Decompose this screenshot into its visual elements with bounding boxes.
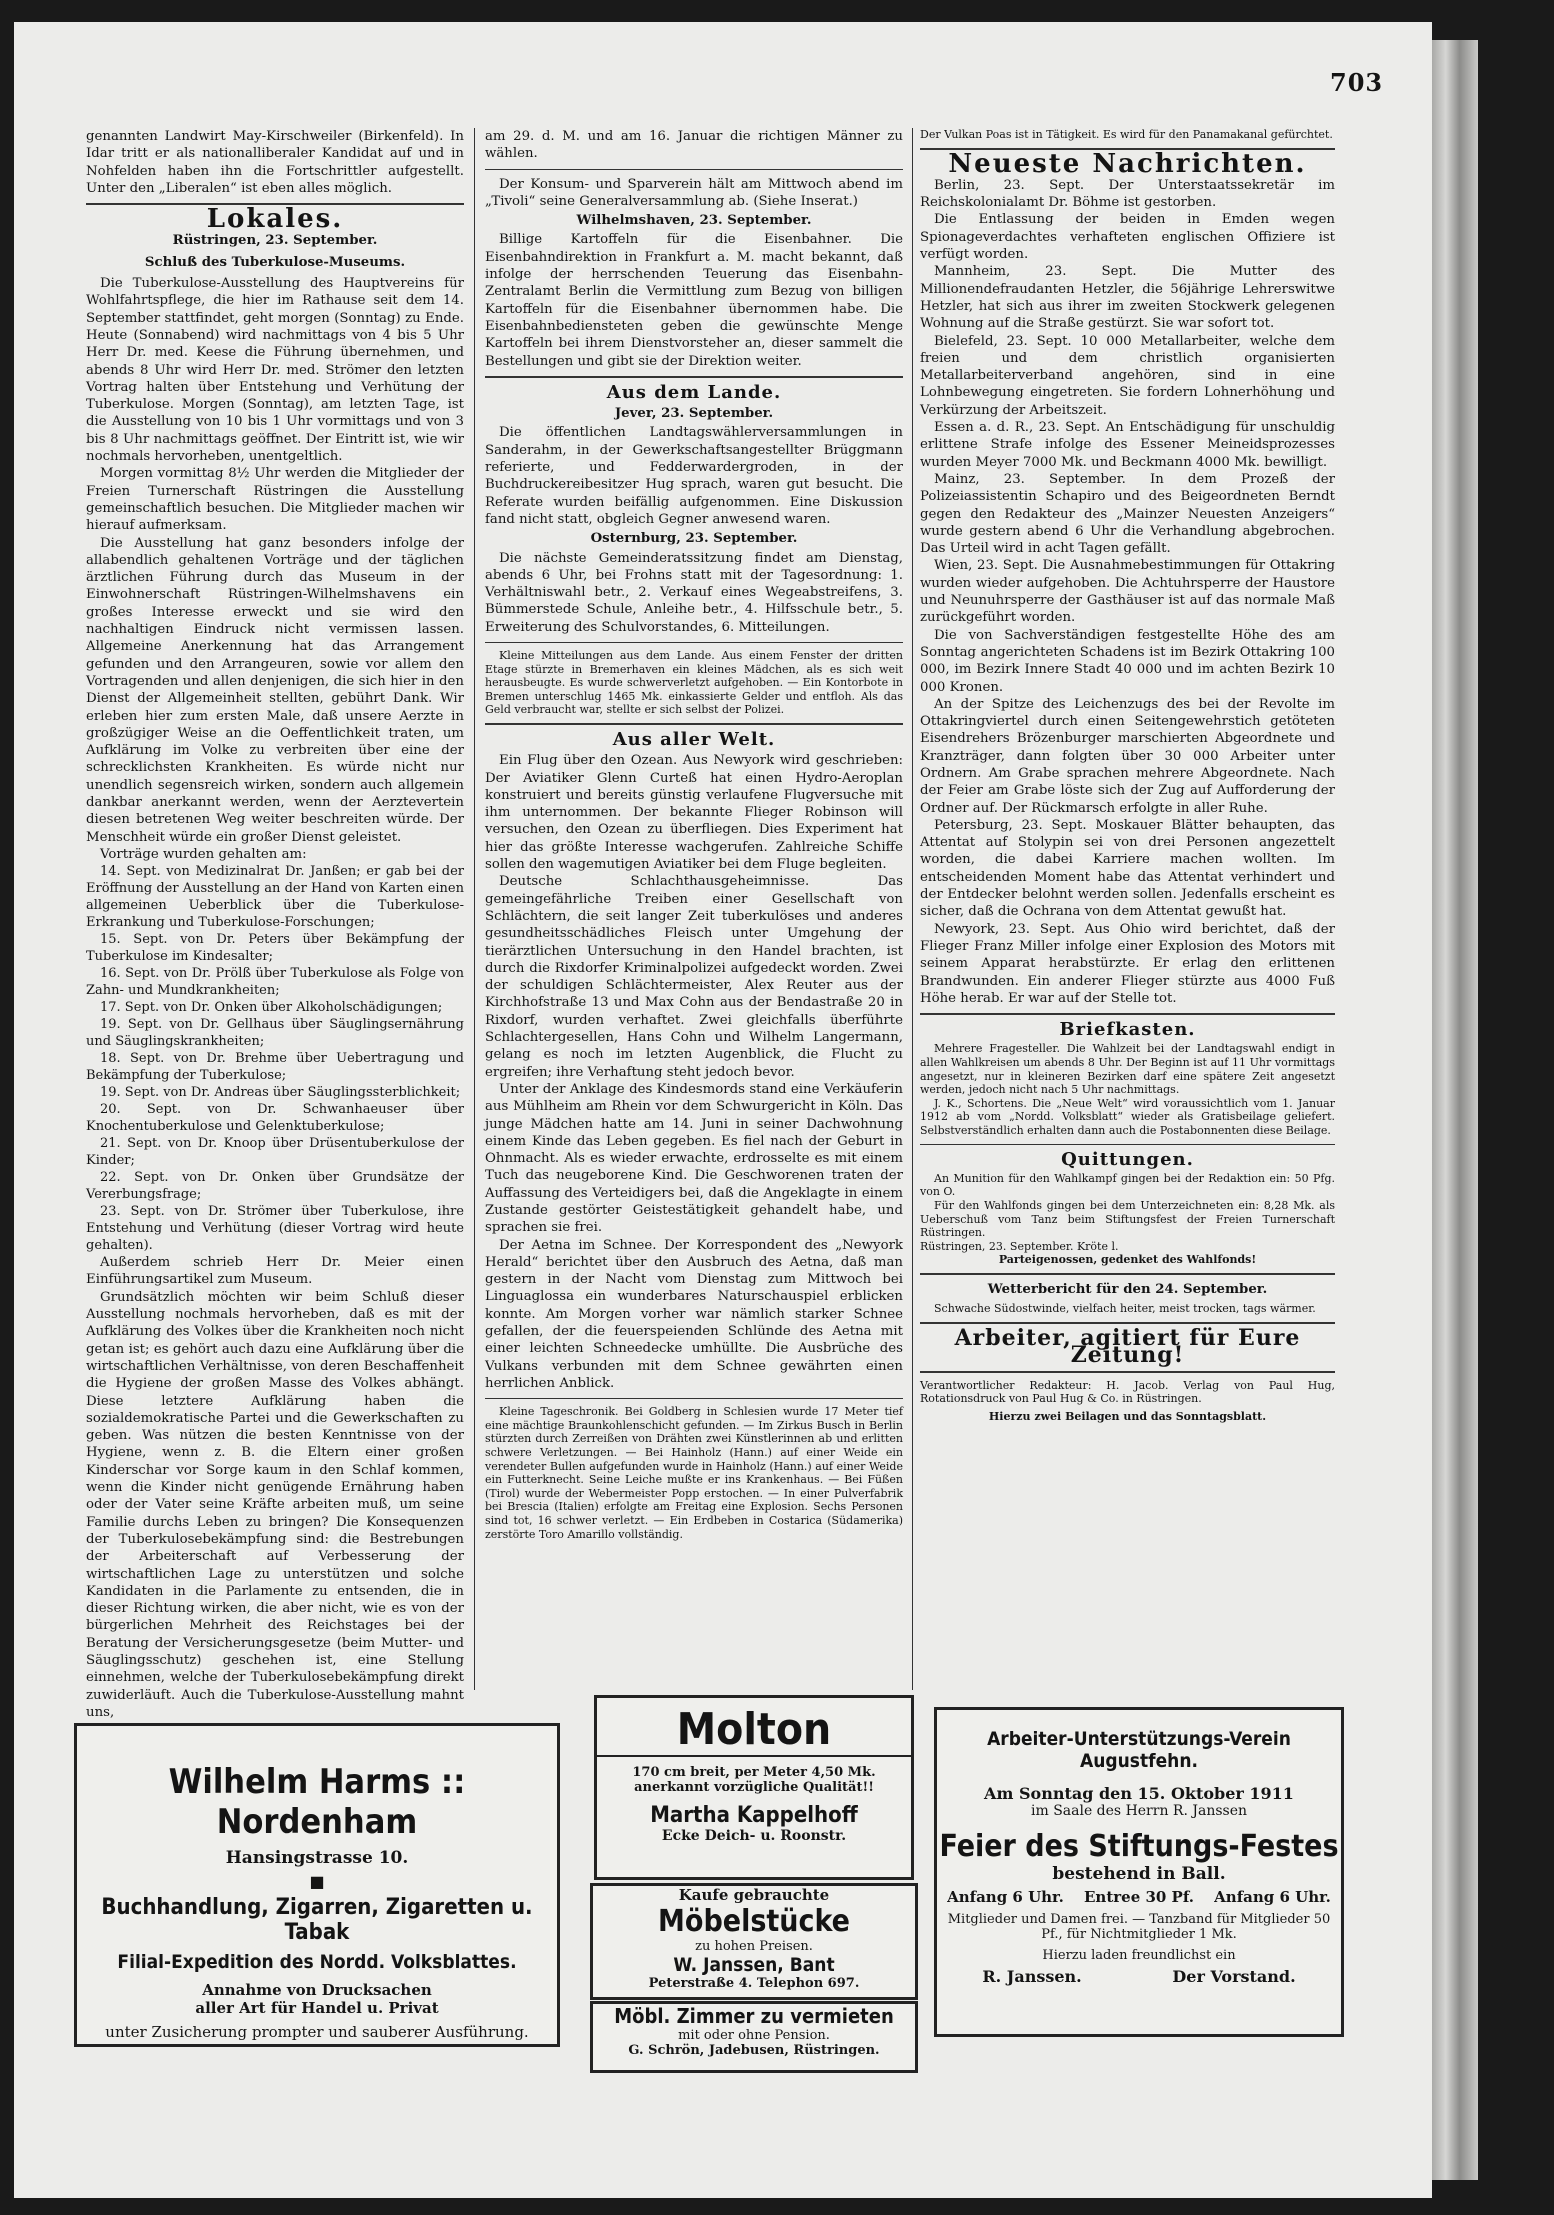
column-2 [485,128,903,1541]
ad-entree: Entree 30 Pf. [1083,1888,1194,1906]
section-heading: Neueste Nachrichten. [948,148,1307,179]
intro-text: genannten Landwirt May-Kirschweiler (Birkenfeld). In Idar tritt er als nationalliberaler Kandidat auf und in Nohfelden haben ihn die Fortschrittler aufgestellt. Unter den „Liberalen“ ist eben alles möglich. [86,129,464,196]
ad-line: Peterstraße 4. Telephon 697. [648,1976,860,1991]
ad-signature: Der Vorstand. [1172,1967,1296,1986]
paragraph: Außerdem schrieb Herr Dr. Meier einen Einführungsartikel zum Museum. [86,1255,464,1288]
news-item: Mannheim, 23. Sept. Die Mutter des Millionendefraudanten Hetzler, die 56jährige Lehrerswitwe Hetzler, hat sich aus ihrer im zweiten Stockwerk gelegenen Wohnung auf die Straße gestürzt. Sie war sofort tot. [920,264,1335,332]
section-heading: Quittungen. [1061,1148,1194,1170]
ad-molton [594,1695,914,1880]
ad-signature: R. Janssen. [982,1967,1082,1986]
agitation-banner: Arbeiter, agitiert für Eure Zeitung! [954,1324,1301,1369]
ad-start: Anfang 6 Uhr. [1214,1888,1331,1906]
ad-title: Arbeiter-Unterstützungs-Verein Augustfehn. [987,1728,1291,1772]
lecture-item: 19. Sept. von Dr. Andreas über Säuglingssterblichkeit; [100,1085,461,1101]
paragraph: Vorträge wurden gehalten am: [100,846,307,862]
ad-line: Mitglieder und Damen frei. — Tanzband für Mitglieder 50 Pf., für Nichtmitglieder 1 Mk. [947,1912,1331,1942]
ad-start: Anfang 6 Uhr. [947,1888,1064,1906]
weather-text: Schwache Südostwinde, vielfach heiter, meist trocken, tags wärmer. [934,1302,1316,1316]
ad-line: Filial-Expedition des Nordd. Volksblattes. [117,1951,517,1973]
ad-ornament: ■ [309,1872,325,1891]
section-heading: Briefkasten. [1059,1019,1196,1041]
divider [485,642,903,643]
paragraph: Die Tuberkulose-Ausstellung des Hauptvereins für Wohlfahrtspflege, die hier im Rathause seit dem 14. September stattfindet, geht morgen (Sonntag) zu Ende. Heute (Sonnabend) wird nachmittags von 4 bis 5 Uhr Herr Dr. med. Keese die Führung übernehmen, und abends 8 Uhr wird Herr Dr. med. Strömer den letzten Vortrag halten über Entstehung und Verhütung der Tuberkulose. Morgen (Sonntag), am letzten Tage, ist die Ausstellung von 10 bis 1 Uhr vormittags und von 3 bis 8 Uhr nachmittags geöffnet. Der Eintritt ist, wie wir nochmals hervorheben, unentgeltlich. [86,276,464,465]
lecture-item: 16. Sept. von Dr. Prölß über Tuberkulose als Folge von Zahn- und Mundkrankheiten; [86,966,464,999]
ad-line: Kaufe gebrauchte [678,1886,830,1904]
article-heading: Schluß des Tuberkulose-Museums. [144,254,406,270]
paragraph: Morgen vormittag 8½ Uhr werden die Mitglieder der Freien Turnerschaft Rüstringen die Ausstellung gemeinschaftlich besuchen. Die Mitglieder machen wir hierauf aufmerksam. [86,466,464,534]
imprint: Verantwortlicher Redakteur: H. Jacob. Verlag von Paul Hug, Rotationsdruck von Paul Hug & Co. in Rüstringen. [920,1378,1335,1406]
paragraph: Kleine Tageschronik. Bei Goldberg in Schlesien wurde 17 Meter tief eine mächtige Braunkohlenschicht gefunden. — Im Zirkus Busch in Berlin stürzten durch Zerreißen von Drähten zwei Künstlerinnen ab und erlitten schwere Verletzungen. — Bei Hainholz (Hann.) auf einer Weide ein verendeter Bullen aufgefunden wurde in Hainholz (Hann.) auf einer Weide ein Futterknecht. Seine Leiche mußte er ins Krankenhaus. — Bei Füßen (Tirol) wurde der Webermeister Popp erstochen. — In einer Pulverfabrik bei Brescia (Italien) erfolgte am Freitag eine Explosion. Sechs Personen sind tot, 16 schwer verletzt. — Ein Erdbeben in Costarica (Südamerika) zerstörte Toro Amarillo vollständig. [485,1405,903,1541]
ad-title: Molton [597,1704,911,1757]
section-heading: Aus dem Lande. [606,381,782,403]
dateline: Wilhelmshaven, 23. September. [576,213,812,229]
ad-wilhelm-harms [74,1723,560,2047]
divider [485,169,903,170]
ad-line: Am Sonntag den 15. Oktober 1911 [984,1784,1294,1803]
ad-line: Möbelstücke [658,1904,850,1939]
paragraph: Der Konsum- und Sparverein hält am Mittwoch abend im „Tivoli“ seine Generalversammlung ab. (Siehe Inserat.) [485,176,903,209]
lecture-item: 18. Sept. von Dr. Brehme über Uebertragung und Bekämpfung der Tuberkulose; [86,1051,464,1084]
dateline: Osternburg, 23. September. [590,531,798,547]
page-number: 703 [1330,68,1384,97]
divider [485,1398,903,1399]
ad-address: Hansingstrasse 10. [225,1848,409,1868]
ad-line: aller Art für Handel u. Privat [195,1999,439,2017]
lecture-item: 22. Sept. von Dr. Onken über Grundsätze der Vererbungsfrage; [86,1170,464,1203]
column-rule [912,128,913,1690]
ad-line: G. Schrön, Jadebusen, Rüstringen. [628,2043,880,2058]
intro-text: Der Vulkan Poas ist in Tätigkeit. Es wird für den Panamakanal gefürchtet. [920,128,1333,141]
ad-verein [934,1707,1344,2037]
news-item: Die von Sachverständigen festgestellte Höhe des am Sonntag angerichteten Schadens ist im Bezirk Ottakring 100 000, im Bezirk Innere Stadt 40 000 und im achten Bezirk 10 000 Kronen. [920,627,1335,695]
paragraph: Grundsätzlich möchten wir beim Schluß dieser Ausstellung nochmals hervorheben, daß es mit der Aufklärung des Volkes über die Krankheiten noch nicht getan ist; es gehört auch dazu eine Aufklärung über die wirtschaftlichen Verhältnisse, von deren Beschaffenheit die Hygiene der großen Masse des Volkes abhängt. Diese letztere Aufklärung haben die sozialdemokratische Partei und die Gewerkschaften zu geben. Was nützen die besten Kenntnisse von der Hygiene, wenn z. B. die Eltern einer großen Kinderschar vor Sorge kaum in den Schlaf kommen, wenn die Kinder nicht genügende Ernährung haben oder der Vater seine Kräfte arbeiten muß, um seine Familie durchs Leben zu bringen? Die Konsequenzen der Tuberkulosebekämpfung sind: die Bestrebungen der Arbeiterschaft auf Verbesserung der wirtschaftlichen Lage zu unterstützen und solche Kandidaten in die Parlamente zu entsenden, die in dieser Richtung wirken, die aber nicht, wie es von der bürgerlichen Mehrheit des Reichstages bei der Beratung der Versicherungsgesetze (beim Mutter- und Säuglingsschutz) geschehen ist, eine Stellung einnehmen, welche der Tuberkulosebekämpfung direkt zuwiderläuft. Auch die Tuberkulose-Ausstellung mahnt uns, [86,1289,464,1720]
news-item: Bielefeld, 23. Sept. 10 000 Metallarbeiter, welche dem freien und dem christlich organisierten Metallarbeiterverband angehören, sind in eine Lohnbewegung eingetreten. Sie fordern Lohnerhöhung und Verkürzung der Arbeitszeit. [920,333,1335,418]
ad-line: Annahme von Drucksachen [202,1981,432,1999]
paragraph: Mehrere Fragesteller. Die Wahlzeit bei der Landtagswahl endigt in allen Wahlkreisen um abends 8 Uhr. Der Beginn ist auf 11 Uhr vormittags angesetzt, nur in kleineren Bezirken darf eine spätere Zeit angesetzt werden, jedoch nicht nach 5 Uhr nachmittags. [920,1042,1335,1097]
ad-zimmer [590,2001,918,2073]
ad-line [937,1888,1341,1906]
supplements-note: Hierzu zwei Beilagen und das Sonntagsblatt. [988,1409,1267,1423]
divider [920,1371,1335,1373]
paragraph: Die öffentlichen Landtagswählerversammlungen in Sanderahm, in der Gewerkschaftsangestellter Brüggmann referierte, und Fedderwardergroden, in der Buchdruckereibesitzer Hug sprach, waren gut besucht. Die Referate wurden beifällig aufgenommen. Eine Diskussion fand nicht statt, obgleich Gegner anwesend waren. [485,425,903,527]
paragraph: Der Aetna im Schnee. Der Korrespondent des „Newyork Herald“ berichtet über den Ausbruch des Aetna, daß man gestern in der Nacht vom Dienstag zum Mittwoch bei Linguaglossa ein wunderbares Naturschauspiel erblicken konnte. Am Morgen vorher war nämlich starker Schnee gefallen, der die feuerspeienden Schlünde des Aetna mit einer leichten Schneedecke umhüllte. Die Ausbrüche des Vulkans verbunden mit dem Schnee gewährten einen herrlichen Anblick. [485,1237,903,1391]
paragraph: An Munition für den Wahlkampf gingen bei der Redaktion ein: 50 Pfg. von O. [920,1171,1335,1199]
ad-line: Buchhandlung, Zigarren, Zigaretten u. Tabak [101,1895,533,1945]
lecture-item: 14. Sept. von Medizinalrat Dr. Janßen; er gab bei der Eröffnung der Ausstellung an der Hand von Karten einen allgemeinen Ueberblick über die Tuberkulose-Erkrankung und Tuberkulose-Forschungen; [86,864,464,931]
paragraph: Parteigenossen, gedenket des Wahlfonds! [998,1253,1257,1267]
ad-line: bestehend in Ball. [1052,1864,1226,1884]
column-1 [86,128,464,1721]
ad-line: unter Zusicherung prompter und sauberer Ausführung. [105,2023,529,2041]
ad-line: Martha Kappelhoff [650,1803,858,1828]
paragraph: Unter der Anklage des Kindesmords stand eine Verkäuferin aus Mühlheim am Rhein vor dem Schwurgericht in Köln. Das junge Mädchen hatte am 14. Juni in seiner Dachwohnung einem Kinde das Leben gegeben. Es fiel nach der Geburt in Ohnmacht. Als es wieder erwachte, erdrosselte es mit einem Tuch das neugeborene Kind. Die Geschworenen traten der Auffassung des Verteidigers bei, daß die Angeklagte in einem Zustande gestörter Geistestätigkeit gehandelt habe, und sprachen sie frei. [485,1081,903,1236]
ad-line: mit oder ohne Pension. [678,2028,830,2043]
lecture-item: 19. Sept. von Dr. Gellhaus über Säuglingsernährung und Säuglingskrankheiten; [86,1017,464,1050]
lecture-item: 23. Sept. von Dr. Strömer über Tuberkulose, ihre Entstehung und Verhütung (dieser Vortrag wird heute gehalten). [86,1204,464,1254]
divider [920,1144,1335,1145]
section-heading: Lokales. [206,204,344,235]
ad-janssen [590,1883,918,2000]
ad-line: Feier des Stiftungs-Festes [939,1829,1339,1864]
divider [485,376,903,378]
news-item: An der Spitze des Leichenzugs des bei der Revolte im Ottakringviertel durch einen Seitengewehrstich getöteten Eisendrehers Brözenburger marschierten Abgeordnete und Kranzträger, dann folgten über 30 000 Arbeiter unter Ordnern. Am Grabe sprachen mehrere Abgeordnete. Nach der Feier am Grabe löste sich der Zug auf Aufforderung der Ordner auf. Der Rückmarsch erfolgte in aller Ruhe. [920,696,1335,816]
weather-heading: Wetterbericht für den 24. September. [987,1282,1268,1298]
lecture-item: 17. Sept. von Dr. Onken über Alkoholschädigungen; [100,1000,443,1016]
book-edge [1432,40,1478,2180]
column-rule [474,128,475,1690]
section-heading: Aus aller Welt. [612,728,776,750]
ad-line: W. Janssen, Bant [673,1954,835,1976]
paragraph: Deutsche Schlachthausgeheimnisse. Das gemeingefährliche Treiben einer Gesellschaft von Schlächtern, die seit langer Zeit tuberkulöses und anderes gesundheitsschädliches Fleisch unter Umgehung der tierärztlichen Untersuchung in den Handel brachten, ist durch die Rixdorfer Kriminalpolizei aufgedeckt worden. Zwei der schuldigen Schlächtermeister, Alex Reuter aus der Kirchhofstraße 13 und Max Cohn aus der Bendastraße 20 in Rixdorf, wurden verhaftet. Zwei gleichfalls überführte Schlachtergesellen, Hans Cohn und Wilhelm Langermann, gelang es noch im letzten Augenblick, die Flucht zu ergreifen; ihre Verhaftung steht jedoch bevor. [485,874,903,1080]
paragraph: Rüstringen, 23. September. Kröte l. [920,1239,1119,1253]
paragraph: Die Ausstellung hat ganz besonders infolge der allabendlich gehaltenen Vorträge und der täglichen ärztlichen Führung durch das Museum in der Einwohnerschaft Rüstringen-Wilhelmshavens ein großes Interesse erweckt und sie wird den nachhaltigen Eindruck nicht vermissen lassen. Allgemeine Anerkennung hat das Arrangement gefunden und den Arrangeuren, sowie vor allem den Vortragenden und allen denjenigen, die sich hier in den Dienst der Allgemeinheit stellten, gebührt Dank. Wir erleben hier zum ersten Male, daß unsere Aerzte in großzügiger Weise an die Oeffentlichkeit traten, um Aufklärung im Volke zu verbreiten über eine der schrecklichsten Krankheiten. Es würde nicht nur unendlich segensreich wirken, sondern auch allgemein dankbar anerkannt werden, wenn der Aerztevertein diesen betretenen Weg weiter beschreiten würde. Der Menschheit würde ein großer Dienst geleistet. [86,535,464,845]
dateline: Jever, 23. September. [614,406,774,422]
paragraph: Für den Wahlfonds gingen bei dem Unterzeichneten ein: 8,28 Mk. als Ueberschuß vom Tanz beim Stiftungsfest der Freien Turnerschaft Rüstringen. [920,1199,1335,1240]
news-item: Berlin, 23. Sept. Der Unterstaatssekretär im Reichskolonialamt Dr. Böhme ist gestorben. [920,177,1335,211]
column-3 [920,128,1335,1427]
ad-line: zu hohen Preisen. [695,1939,813,1954]
news-item: Essen a. d. R., 23. Sept. An Entschädigung für unschuldig erlittene Strafe infolge des Essener Meineidsprozesses wurden Meyer 7000 Mk. und Beckmann 4000 Mk. bewilligt. [920,420,1335,470]
lecture-item: 15. Sept. von Dr. Peters über Bekämpfung der Tuberkulose im Kindesalter; [86,932,464,965]
news-item: Wien, 23. Sept. Die Ausnahmebestimmungen für Ottakring wurden wieder aufgehoben. Die Achtuhrsperre der Haustore und Neunuhrsperre der Gasthäuser ist auf das normale Maß zurückgeführt worden. [920,558,1335,626]
paragraph: Ein Flug über den Ozean. Aus Newyork wird geschrieben: Der Aviatiker Glenn Curteß hat einen Hydro-Aeroplan konstruiert und bereits günstig verlaufene Flugversuche mit ihm unternommen. Der bekannte Flieger Robinson will versuchen, den Ozean zu überfliegen. Dies Experiment hat hier das größte Interesse wachgerufen. Zahlreiche Schiffe sollen den wagemutigen Aviatiker bei dem Fluge begleiten. [485,753,903,873]
intro-text: am 29. d. M. und am 16. Januar die richtigen Männer zu wählen. [485,129,903,162]
divider [920,1322,1335,1324]
divider [485,723,903,725]
advertisement-section [74,1695,1344,2073]
news-item: Newyork, 23. Sept. Aus Ohio wird berichtet, daß der Flieger Franz Miller infolge einer Explosion des Motors mit seinem Apparat herabstürzte. Er erlag den erlittenen Brandwunden. Ein anderer Flieger stürzte aus 4000 Fuß Höhe herab. Er war auf der Stelle tot. [920,921,1335,1006]
news-item: Mainz, 23. September. In dem Prozeß der Polizeiassistentin Schapiro und des Beigeordneten Berndt gegen den Redakteur des „Mainzer Neuesten Anzeigers“ wurde gestern abend 6 Uhr die Verhandlung abgebrochen. Das Urteil wird in acht Tagen gefällt. [920,471,1335,557]
ad-line: Hierzu laden freundlichst ein [1042,1948,1236,1963]
lecture-item: 21. Sept. von Dr. Knoop über Drüsentuberkulose der Kinder; [86,1136,464,1169]
ad-line: Möbl. Zimmer zu vermieten [614,2004,894,2028]
ad-signatures [937,1967,1341,1986]
paragraph: Billige Kartoffeln für die Eisenbahner. Die Eisenbahndirektion in Frankfurt a. M. macht bekannt, daß infolge der herrschenden Teuerung das Eisenbahn-Zentralamt Berlin die Vermittlung zum Bezug von billigen Kartoffeln für die Eisenbahner übernommen habe. Die Eisenbahnbediensteten geben die gewünschte Menge Kartoffeln bei ihrem Dienstvorsteher an, dieser sammelt die Bestellungen und gibt sie der Direktion weiter. [485,232,903,369]
ad-line: im Saale des Herrn R. Janssen [1030,1803,1247,1819]
ad-title: Wilhelm Harms :: Nordenham [168,1762,466,1842]
lecture-item: 20. Sept. von Dr. Schwanhaeuser über Knochentuberkulose und Gelenktuberkulose; [86,1102,464,1135]
divider [920,1013,1335,1015]
ad-line: Ecke Deich- u. Roonstr. [661,1828,847,1844]
ad-line: 170 cm breit, per Meter 4,50 Mk. anerkannt vorzügliche Qualität!! [632,1765,876,1795]
news-item: Die Entlassung der beiden in Emden wegen Spionageverdachtes verhafteten englischen Offiziere ist verfügt worden. [920,212,1335,263]
paragraph: J. K., Schortens. Die „Neue Welt“ wird voraussichtlich vom 1. Januar 1912 ab vom „Nordd. Volksblatt“ wieder als Gratisbeilage geliefert. Selbstverständlich erhalten dann auch die Postabonnenten diese Beilage. [920,1096,1335,1137]
news-item: Petersburg, 23. Sept. Moskauer Blätter behaupten, das Attentat auf Stolypin sei von drei Personen angezettelt worden, die dabei Karriere machen wollten. Im entscheidenden Moment habe das Attentat verhindert und der Entdecker belohnt werden sollen. Jedenfalls erscheint es sicher, daß die Ochrana von dem Attentat gewußt hat. [920,817,1335,920]
dateline: Rüstringen, 23. September. [172,233,378,249]
divider [920,1273,1335,1275]
paragraph: Kleine Mitteilungen aus dem Lande. Aus einem Fenster der dritten Etage stürzte in Bremerhaven ein kleines Mädchen, als es sich weit herausbeugte. Es wurde schwerverletzt aufgehoben. — Ein Kontorbote in Bremen unterschlug 1465 Mk. einkassierte Gelder und entfloh. Als das Geld verbraucht war, stellte er sich selbst der Polizei. [485,649,903,717]
paragraph: Die nächste Gemeinderatssitzung findet am Dienstag, abends 6 Uhr, bei Frohns statt mit der Tagesordnung: 1. Verhältniswahl betr., 2. Verkauf eines Wegeabstreifens, 3. Bümmerstede Schule, Anleihe betr., 4. Hilfsschule betr., 5. Erweiterung des Schulvorstandes, 6. Mitteilungen. [485,550,903,635]
